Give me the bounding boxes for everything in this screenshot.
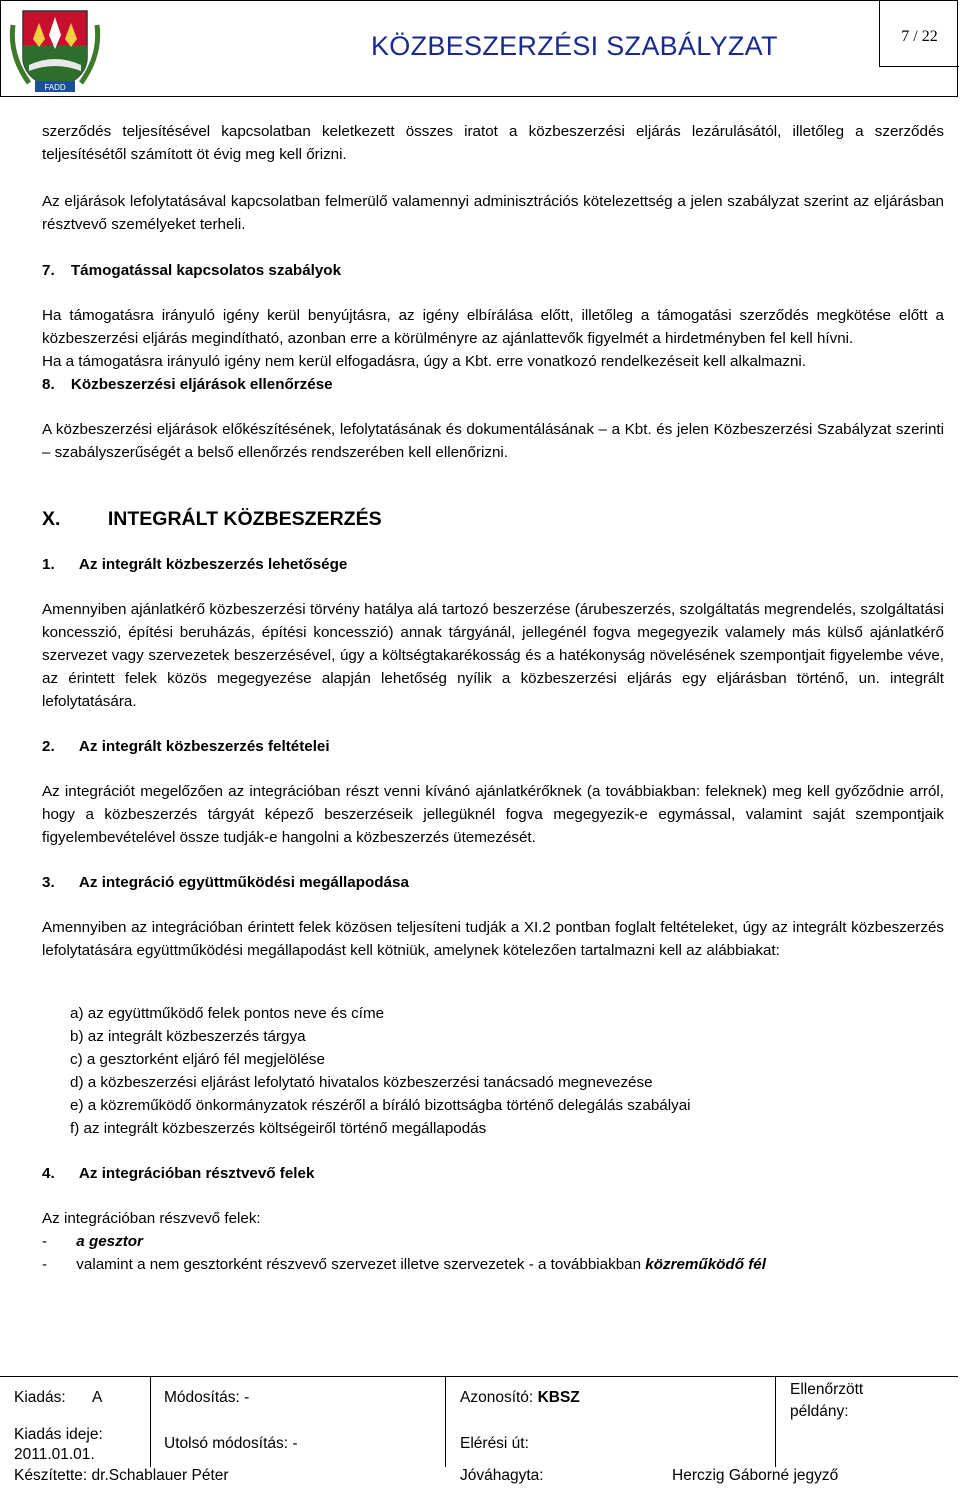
dash-text-emphasis: közreműködő fél [645, 1256, 766, 1273]
list-marker: c) [70, 1051, 83, 1068]
section-number: 1. [42, 556, 55, 573]
section-number: 8. [42, 376, 55, 393]
section-heading-2 [42, 735, 944, 758]
list-item [70, 1094, 944, 1117]
coat-of-arms-logo [9, 5, 101, 93]
paragraph: Amennyiben ajánlatkérő közbeszerzési törvény hatálya alá tartozó beszerzése (árubeszerzés, szolgáltatás megrendelés, szolgáltatási koncesszió, építési beruházás, építési koncesszió) annak tárgyánál, jellegénél fogva megegyezik valamely más külső ajánlatkérő szervezet vagy szervezetek beszerzésével, úgy a költségtakarékosság és a hatékonyság növelésének szempontjait figyelembe véve, az érintett felek közös megegyezése alapján lehetőség nyílik a közbeszerzési eljárás egy eljárásban történő, un. integrált lefolytatására. [42, 601, 944, 710]
list-item [70, 1071, 944, 1094]
section-heading-3 [42, 871, 944, 894]
footer-issue [14, 1389, 102, 1407]
section-number: 4. [42, 1165, 55, 1182]
list-marker: e) [70, 1097, 84, 1114]
section-number: 2. [42, 738, 55, 755]
list-item-text: a közreműködő önkormányzatok részéről a bíráló bizottságba történő delegálás szabályai [87, 1097, 691, 1114]
section-heading-4 [42, 1162, 944, 1185]
list-item [70, 1048, 944, 1071]
list-item-text: az integrált közbeszerzés költségeiről történő megállapodás [83, 1120, 487, 1137]
footer-label: Kiadás: [14, 1389, 66, 1406]
dash-marker: - [42, 1233, 48, 1250]
list-item [70, 1025, 944, 1048]
footer-value: 2011.01.01. [14, 1446, 95, 1463]
list-item-text: a közbeszerzési eljárást lefolytató hivatalos közbeszerzési tanácsadó megnevezése [87, 1074, 653, 1091]
list-item-text: a gesztorként eljáró fél megjelölése [86, 1051, 325, 1068]
list-item [70, 1002, 944, 1025]
footer-last-modification: Utolsó módosítás: - [164, 1435, 298, 1452]
paragraph: szerződés teljesítésével kapcsolatban keletkezett összes iratot a közbeszerzési eljárás lezárulásától, illetőleg a szerződés teljesítésétől számított öt évig meg kell őrizni. [42, 123, 944, 163]
footer-value: A [92, 1389, 103, 1406]
section-title: Támogatással kapcsolatos szabályok [70, 262, 342, 279]
dash-text: a gesztor [76, 1233, 143, 1250]
page-number: 7 / 22 [901, 28, 938, 45]
dash-item [42, 1253, 944, 1276]
footer-approver: Herczig Gáborné jegyző [672, 1467, 839, 1484]
list-item-text: az együttműködő felek pontos neve és címe [87, 1005, 385, 1022]
footer-label: Kiadás ideje: [14, 1426, 103, 1443]
section-heading-1 [42, 553, 944, 576]
list-item-text: az integrált közbeszerzés tárgya [87, 1028, 306, 1045]
dash-item [42, 1230, 944, 1253]
document-title: KÖZBESZERZÉSI SZABÁLYZAT [371, 31, 778, 61]
logo-text: FADD [44, 83, 66, 92]
dash-marker: - [42, 1256, 48, 1273]
section-title: Az integráció együttműködési megállapodása [78, 874, 409, 891]
paragraph: Az integrációt megelőzően az integrációban részt venni kívánó ajánlatkérőknek (a továbbiakban: feleknek) meg kell győződnie arról, hogy a közbeszerzés tárgyát képező beszerzéseik jellegüknél fogva megegyezik-e egymással, valamint saját szempontjaik figyelembevételével össze tudják-e hangolni a közbeszerzés ütemezését. [42, 783, 944, 846]
section-title: Közbeszerzési eljárások ellenőrzése [70, 376, 333, 393]
footer-path: Elérési út: [460, 1435, 529, 1452]
list-marker: f) [70, 1120, 80, 1137]
page-number-box [879, 1, 959, 67]
chapter-heading [42, 508, 944, 531]
section-title: Az integrált közbeszerzés lehetősége [78, 556, 348, 573]
list-marker: b) [70, 1028, 84, 1045]
paragraph: Ha a támogatásra irányuló igény nem kerül elfogadásra, úgy a Kbt. erre vonatkozó rendelkezéseit kell alkalmazni. [42, 353, 807, 370]
page-footer [0, 1376, 958, 1490]
section-heading-7 [42, 259, 944, 282]
paragraph: Az eljárások lefolytatásával kapcsolatban felmerülő valamennyi adminisztrációs kötelezettség a jelen szabályzat szerint az eljárásban résztvevő személyeket terheli. [42, 193, 944, 233]
section-title: Az integrációban résztvevő felek [78, 1165, 315, 1182]
paragraph: Az integrációban részvevő felek: [42, 1210, 261, 1227]
footer-label: Azonosító: [460, 1389, 534, 1406]
section-title: Az integrált közbeszerzés feltételei [78, 738, 330, 755]
section-number: 3. [42, 874, 55, 891]
footer-author: Készítette: dr.Schablauer Péter [14, 1467, 229, 1484]
dash-text: valamint a nem gesztorként részvevő szervezet illetve szervezetek - a továbbiakban [76, 1256, 646, 1273]
footer-issue-date [14, 1425, 144, 1465]
document-body [42, 120, 944, 1276]
paragraph: Ha támogatásra irányuló igény kerül benyújtásra, az igény elbírálása előtt, illetőleg a támogatási szerződés megkötése előtt a közbeszerzési eljárás megindítható, azonban erre a körülményre az ajánlattevők figyelmét a hirdetményben fel kell hívni. [42, 307, 944, 347]
footer-value: KBSZ [537, 1389, 580, 1406]
list-marker: a) [70, 1005, 84, 1022]
requirements-list [70, 1002, 944, 1140]
paragraph: A közbeszerzési eljárások előkészítésének, lefolytatásának és dokumentálásának – a Kbt. és jelen Közbeszerzési Szabályzat szerinti – szabályszerűségét a belső ellenőrzés rendszerében kell ellenőrizni. [42, 421, 944, 461]
list-marker: d) [70, 1074, 84, 1091]
section-number: 7. [42, 262, 55, 279]
footer-modification: Módosítás: - [164, 1389, 250, 1406]
page-header [0, 0, 958, 97]
section-heading-8 [42, 373, 944, 396]
chapter-number: X. [42, 508, 61, 530]
footer-approved-label: Jóváhagyta: [460, 1467, 544, 1484]
footer-controlled-copy: Ellenőrzött példány: [790, 1381, 864, 1420]
chapter-title: INTEGRÁLT KÖZBESZERZÉS [107, 508, 382, 530]
footer-identifier [460, 1389, 580, 1407]
list-item [70, 1117, 944, 1140]
paragraph: Amennyiben az integrációban érintett felek közösen teljesíteni tudják a XI.2 pontban foglalt feltételeket, úgy az integrált közbeszerzés lefolytatására együttműködési megállapodást kell kötniük, amelynek kötelezően tartalmazni kell az alábbiakat: [42, 919, 944, 959]
